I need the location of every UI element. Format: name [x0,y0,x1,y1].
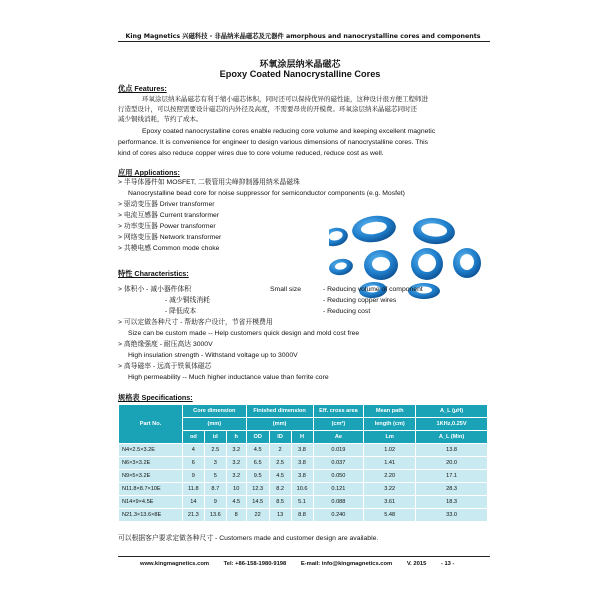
table-cell: 1.41 [364,457,416,470]
table-cell: 0.121 [313,483,364,496]
table-cell: 3.61 [364,496,416,509]
features-heading: 优点 Features: [118,84,167,93]
table-cell: 2 [269,444,291,457]
table-cell: 28.3 [416,483,488,496]
col-od: od [182,431,204,444]
features-en-line: Epoxy coated nanocrystalline cores enable reducing core volume and keeping excellent magnetic [142,128,436,135]
table-cell: 22 [246,509,269,522]
application-item: > 半导体器件如 MOSFET, 二极管用尖峰抑制器用纳米晶磁珠 [118,179,300,186]
part-number-cell: N4×2.5×3.2E [119,444,183,457]
features-cn-line: 环氧涂层纳米晶磁芯有利于缩小磁芯体积，同时还可以保持优异的磁性能，这种设计很方便工程师进 [142,96,428,103]
permeability-en: High permeability -- Much higher inductance value than ferrite core [128,374,329,381]
custom-cn: > 可以定做各种尺寸 - 帮助客户设计，节省开模费用 [118,319,273,326]
specifications-table [118,404,488,522]
table-cell: 0.088 [313,496,364,509]
header-rule [118,41,490,42]
size-en-line: - Reducing copper wires [323,297,397,304]
features-en-line: performance. It is convenience for engineer to design various dimensions of nanocrystalline cores. This [118,139,429,146]
table-cell: 18.3 [416,496,488,509]
table-cell: 2.20 [364,470,416,483]
table-row [119,457,488,470]
table-cell: 9.5 [246,470,269,483]
size-cn-line: - 降低成本 [165,308,197,315]
core-ring [412,216,456,246]
table-cell: 14 [182,496,204,509]
table-cell: 0.240 [313,509,364,522]
table-cell: 8.5 [269,496,291,509]
size-cn-line: - 减少铜线消耗 [165,297,210,304]
table-cell: 8.8 [291,509,313,522]
applications-heading: 应用 Applications: [118,168,180,177]
footer-rule [118,556,490,557]
col-ID: ID [269,431,291,444]
table-cell: 20.0 [416,457,488,470]
features-cn-line: 行造型设计，可以按照需要设计磁芯的内外径及高度，不需要昂贵的开模费。环氧涂层纳米晶磁芯同时还 [118,106,417,113]
title-chinese: 环氧涂层纳米晶磁芯 [259,60,341,70]
eff-area-unit: (cm²) [313,418,364,431]
table-cell: 4.5 [246,444,269,457]
size-en-line: - Reducing cost [323,308,371,315]
part-number-cell: N14×9×4.5E [119,496,183,509]
specifications-heading: 规格表 Specifications: [118,393,193,402]
col-h: h [226,431,246,444]
core-ring [411,248,443,280]
part-number-cell: N21.3×13.6×8E [119,509,183,522]
size-en-line: - Reducing volume of component [323,286,423,293]
table-cell: 8 [226,509,246,522]
table-cell: 3.8 [291,470,313,483]
part-number-cell: N6×3×3.2E [119,457,183,470]
table-cell: 8.7 [204,483,226,496]
table-cell: 5.1 [291,496,313,509]
table-cell: 4.5 [269,470,291,483]
table-cell: 2.5 [204,444,226,457]
col-ae: Ae [313,431,364,444]
table-cell: 13.8 [416,444,488,457]
col-part-no: Part No. [119,405,183,444]
table-cell: 5 [204,470,226,483]
application-item: > 功率变压器 Power transformer [118,223,216,230]
application-item: > 共模电感 Common mode choke [118,245,220,252]
table-cell: 10 [226,483,246,496]
mean-path-unit: length (cm) [364,418,416,431]
table-cell: 17.1 [416,470,488,483]
table-cell: 3.8 [291,457,313,470]
custom-note: 可以根据客户要求定做各种尺寸 - Customers made and customer design are available. [118,535,379,542]
table-cell: 0.037 [313,457,364,470]
table-cell: 14.5 [246,496,269,509]
part-number-cell: N11.8×8.7×10E [119,483,183,496]
table-cell: 21.3 [182,509,204,522]
page-footer [140,561,467,567]
table-cell: 0.050 [313,470,364,483]
table-row [119,496,488,509]
core-ring [453,248,481,278]
core-ring [350,215,397,245]
table-cell: 5.48 [364,509,416,522]
table-cell: 3.22 [364,483,416,496]
core-ring [329,225,350,248]
table-cell: 10.6 [291,483,313,496]
table-cell: 11.8 [182,483,204,496]
al-condition: 1KHz,0.25V [416,418,488,431]
size-cn-line: > 体积小 - 减小器件体积 [118,286,192,293]
table-row [119,470,488,483]
table-cell: 3 [204,457,226,470]
col-lm: Lm [364,431,416,444]
footer-email: E-mail: info@kingmagnetics.com [300,561,393,567]
table-cell: 6 [182,457,204,470]
col-mean-path: Mean path [364,405,416,418]
table-cell: 4 [182,444,204,457]
table-cell: 8.2 [269,483,291,496]
footer-version: V. 2015 [406,561,427,567]
table-cell: 6.5 [246,457,269,470]
table-cell: 9 [204,496,226,509]
size-en-label: Small size [270,286,301,293]
footer-page: - 13 - [440,561,455,567]
characteristics-heading: 特性 Characteristics: [118,269,189,278]
custom-en: Size can be custom made -- Help customers quick design and mold cost free [128,330,360,337]
col-eff-area: Eff. cross area [313,405,364,418]
table-cell: 3.2 [226,444,246,457]
table-cell: 1.02 [364,444,416,457]
table-row [119,444,488,457]
application-item: > 驱动变压器 Driver transformer [118,201,215,208]
col-OD: OD [246,431,269,444]
table-cell: 3.2 [226,470,246,483]
table-cell: 12.3 [246,483,269,496]
footer-tel: Tel: +86-158-1980-9198 [223,561,287,567]
col-al-min: A_L (Min) [416,431,488,444]
table-cell: 33.0 [416,509,488,522]
table-cell: 13.6 [204,509,226,522]
title-english: Epoxy Coated Nanocrystalline Cores [219,69,381,79]
application-item: > 电流互感器 Current transformer [118,212,220,219]
table-cell: 4.5 [226,496,246,509]
application-item: Nanocrystalline bead core for noise suppressor for semiconductor components (e.g. Mosfet) [128,190,405,197]
footer-website: www.kingmagnetics.com [140,561,210,567]
col-id: id [204,431,226,444]
table-cell: 13 [269,509,291,522]
features-cn-line: 减少铜线消耗，节约了成本。 [118,116,203,123]
features-en-line: kind of cores also reduce copper wires due to core volume reduced, reduce cost as well. [118,150,384,157]
table-cell: 9 [182,470,204,483]
col-finished-dim: Finished dimension [246,405,313,418]
table-row [119,483,488,496]
permeability-cn: > 高导磁率 - 远高于铁氧体磁芯 [118,363,212,370]
col-al: A_L (μH) [416,405,488,418]
insulation-cn: > 高绝缘强度 - 耐压高达 3000V [118,341,213,348]
finished-dim-unit: (mm) [246,418,313,431]
col-H: H [291,431,313,444]
table-cell: 3.8 [291,444,313,457]
core-dim-unit: (mm) [182,418,246,431]
table-row [119,509,488,522]
col-core-dim: Core dimension [182,405,246,418]
part-number-cell: N9×5×3.2E [119,470,183,483]
core-ring [329,257,354,277]
page-header: King Magnetics 兴磁科技 - 非晶纳米晶磁芯及元器件 amorphous and nanocrystalline cores and components [125,33,481,40]
table-header-row [119,405,488,418]
table-cell: 0.019 [313,444,364,457]
table-cell: 3.2 [226,457,246,470]
table-cell: 2.5 [269,457,291,470]
insulation-en: High insulation strength - Withstand voltage up to 3000V [128,352,298,359]
application-item: > 网络变压器 Network transformer [118,234,222,241]
core-ring [364,250,398,280]
